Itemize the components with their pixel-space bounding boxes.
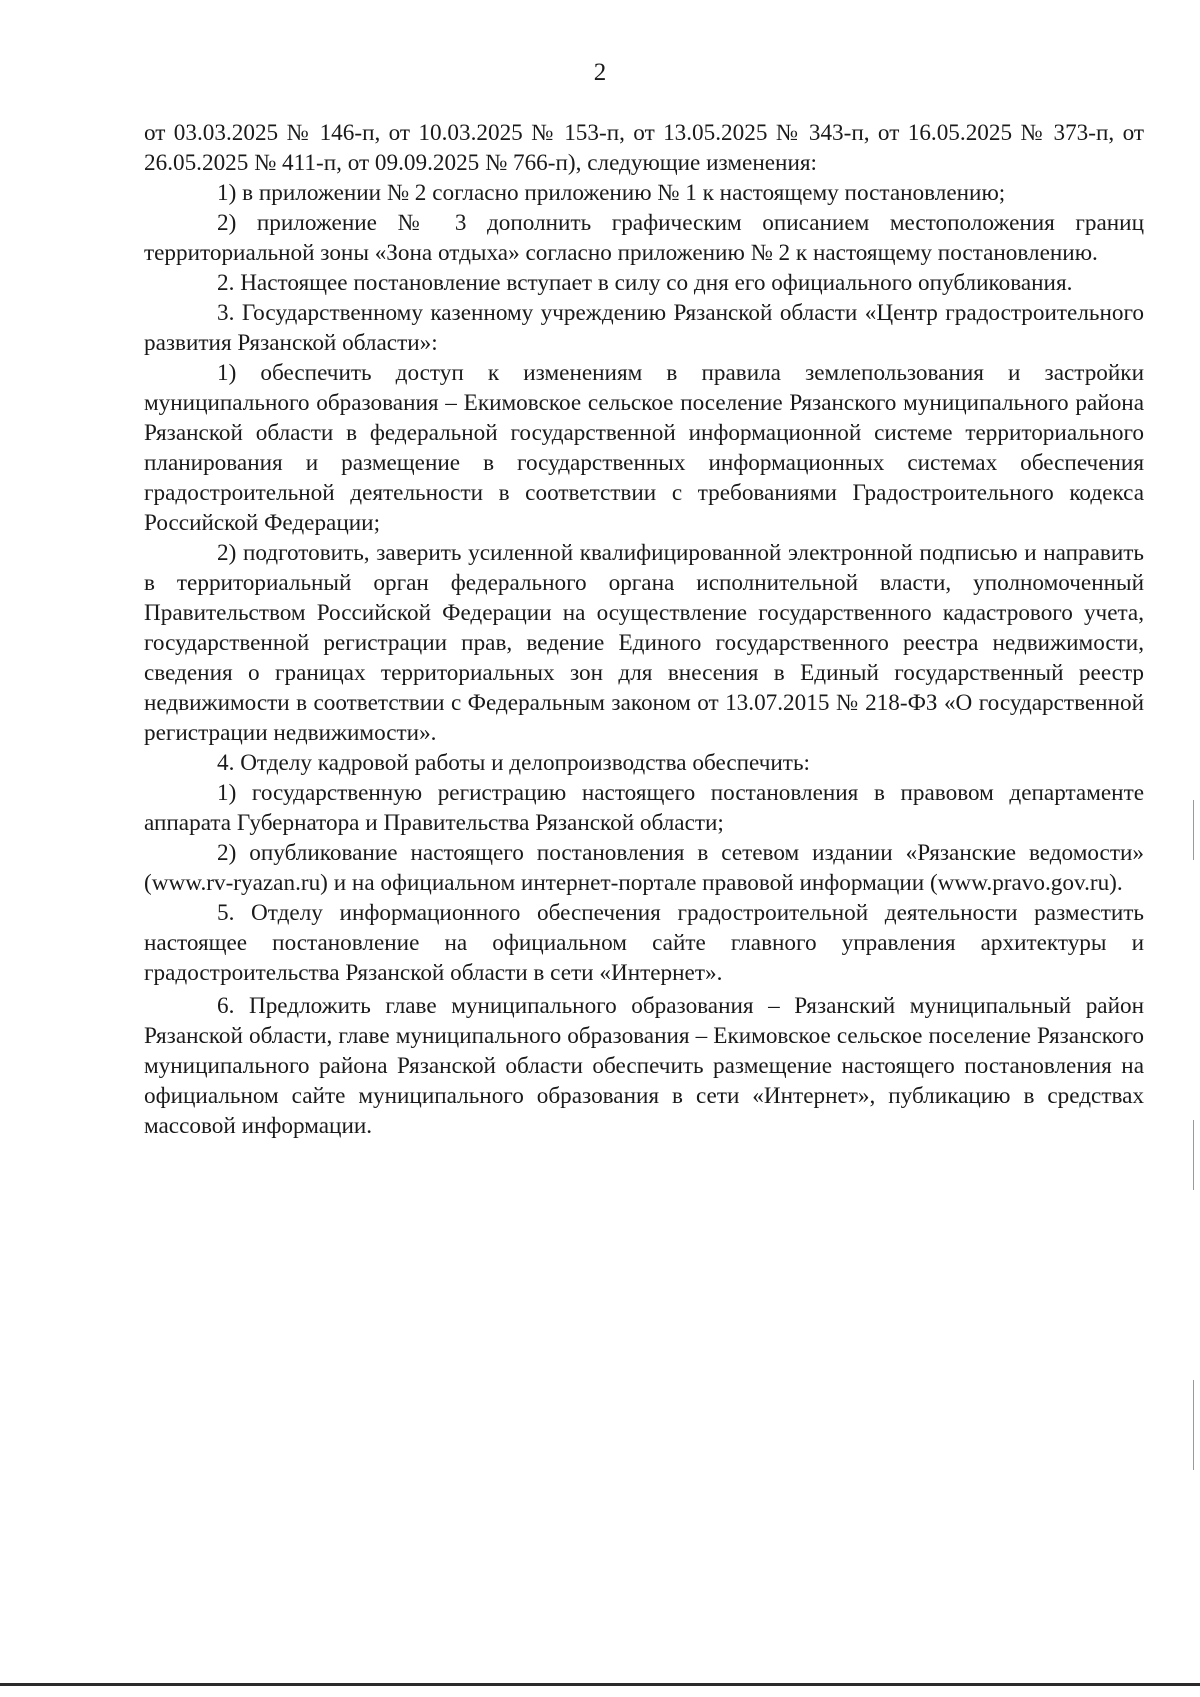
paragraph-1-item-2: 2) приложение № 3 дополнить графическим описанием местоположения границ территориальной зоны «Зона отдыха» согласно приложению № 2 к настоящему постановлению. bbox=[144, 210, 1144, 266]
paragraph-4: 4. Отделу кадровой работы и делопроизводства обеспечить: bbox=[217, 750, 810, 776]
paragraph-intro: от 03.03.2025 № 146-п, от 10.03.2025 № 153-п, от 13.05.2025 № 343-п, от 16.05.2025 № 373-п, от 26.05.2025 № 411-п, от 09.09.2025 № 766-п), следующие изменения: bbox=[144, 120, 1144, 176]
paragraph-2: 2. Настоящее постановление вступает в силу со дня его официального опубликования. bbox=[217, 270, 1073, 296]
paragraph-4-item-2: 2) опубликование настоящего постановления в сетевом издании «Рязанские ведомости» (www.rv-ryazan.ru) и на официальном интернет-портале правовой информации (www.pravo.gov.ru). bbox=[144, 840, 1144, 896]
scan-edge-mark bbox=[1193, 1380, 1194, 1470]
scan-edge-mark bbox=[1193, 1120, 1194, 1190]
scan-edge-mark bbox=[1193, 800, 1194, 860]
paragraph-1-item-1: 1) в приложении № 2 согласно приложению № 1 к настоящему постановлению; bbox=[217, 180, 1006, 206]
paragraph-3: 3. Государственному казенному учреждению Рязанской области «Центр градостроительного развития Рязанской области»: bbox=[144, 300, 1144, 356]
paragraph-3-item-2: 2) подготовить, заверить усиленной квалифицированной электронной подписью и направить в территориальный орган федерального органа исполнительной власти, уполномоченный Правительством Российской Федерации на осуществление государственного кадастрового учета, государственной регистрации прав, ведение Единого государственного реестра недвижимости, сведения о границах территориальных зон для внесения в Единый государственный реестр недвижимости в соответствии с Федеральным законом от 13.07.2015 № 218-ФЗ «О государственной регистрации недвижимости». bbox=[144, 540, 1144, 746]
document-body bbox=[144, 118, 1144, 1141]
scan-bottom-border bbox=[0, 1683, 1200, 1686]
page-number: 2 bbox=[593, 59, 607, 86]
paragraph-6: 6. Предложить главе муниципального образования – Рязанский муниципальный район Рязанской области, главе муниципального образования – Екимовское сельское поселение Рязанского муниципального района Рязанской области обеспечить размещение настоящего постановления на официальном сайте муниципального образования в сети «Интернет», публикацию в средствах массовой информации. bbox=[144, 993, 1144, 1139]
paragraph-5: 5. Отделу информационного обеспечения градостроительной деятельности разместить настоящее постановление на официальном сайте главного управления архитектуры и градостроительства Рязанской области в сети «Интернет». bbox=[144, 900, 1144, 986]
paragraph-4-item-1: 1) государственную регистрацию настоящего постановления в правовом департаменте аппарата Губернатора и Правительства Рязанской области; bbox=[144, 780, 1144, 836]
paragraph-3-item-1: 1) обеспечить доступ к изменениям в правила землепользования и застройки муниципального образования – Екимовское сельское поселение Рязанского муниципального района Рязанской области в федеральной государственной информационной системе территориального планирования и размещение в государственных информационных системах обеспечения градостроительной деятельности в соответствии с требованиями Градостроительного кодекса Российской Федерации; bbox=[144, 360, 1144, 536]
